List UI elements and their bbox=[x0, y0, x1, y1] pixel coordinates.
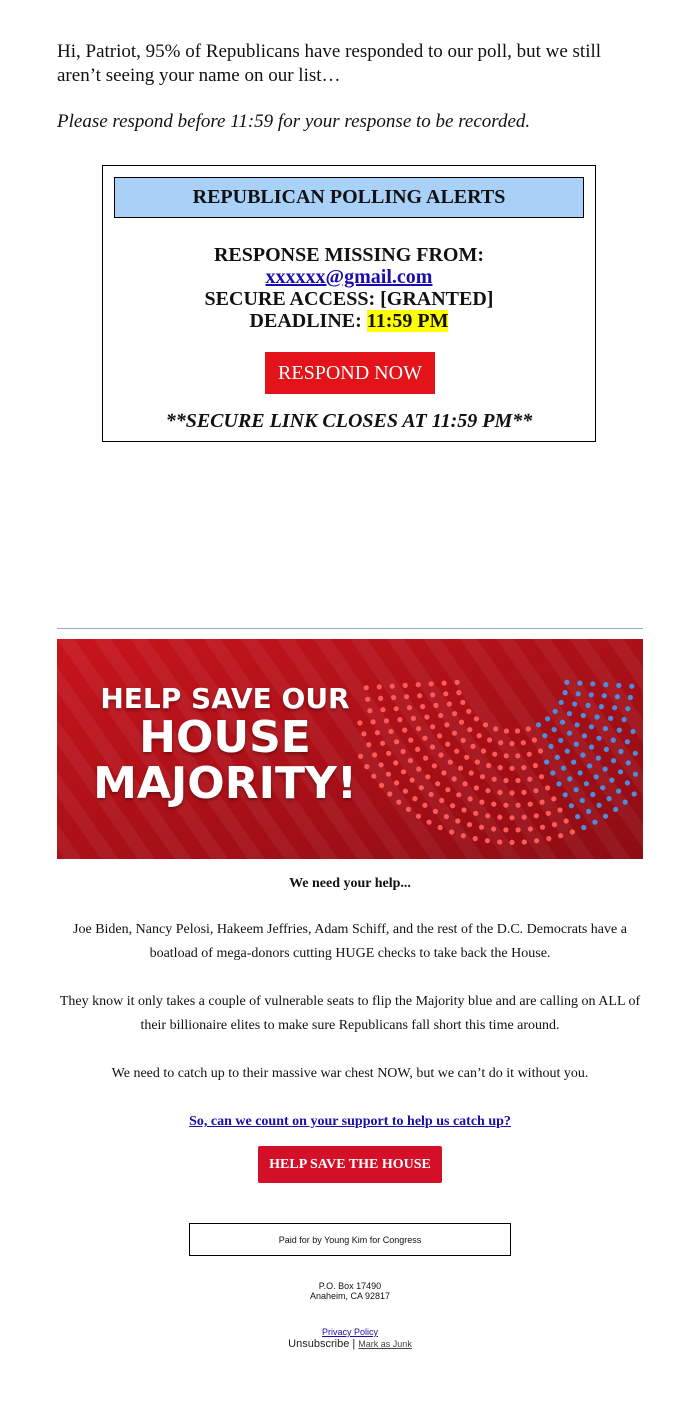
seat-dot bbox=[522, 839, 527, 844]
seat-dot bbox=[597, 803, 602, 808]
seat-dot bbox=[546, 811, 551, 816]
seat-dot bbox=[565, 749, 570, 754]
seat-dot bbox=[432, 763, 437, 768]
seat-dot bbox=[521, 765, 526, 770]
seat-dot bbox=[401, 749, 406, 754]
seat-dot bbox=[575, 814, 580, 819]
alert-header: REPUBLICAN POLLING ALERTS bbox=[114, 177, 584, 218]
intro-line-1: Hi, Patriot, 95% of Republicans have responded to our poll, but we still aren’t seeing your name on our list… bbox=[57, 41, 602, 86]
seat-dot bbox=[615, 694, 620, 699]
seat-dot bbox=[563, 690, 568, 695]
seat-dot bbox=[633, 772, 638, 777]
seat-dot bbox=[479, 800, 484, 805]
seat-dot bbox=[622, 717, 627, 722]
seat-dot bbox=[589, 744, 594, 749]
seat-dot bbox=[379, 762, 384, 767]
seat-dot bbox=[584, 781, 589, 786]
seat-dot bbox=[589, 692, 594, 697]
seat-dot bbox=[623, 800, 628, 805]
support-link[interactable]: So, can we count on your support to help us catch up? bbox=[189, 1114, 511, 1129]
seat-dot bbox=[427, 820, 432, 825]
paragraph-3-text: We need to catch up to their massive war chest NOW, but we can’t do it without you. bbox=[111, 1066, 589, 1081]
seat-dot bbox=[633, 751, 638, 756]
seat-dot bbox=[380, 707, 385, 712]
paragraph-2-text: They know it only takes a couple of vulnerable seats to flip the Majority blue and are calling on ALL of their billionaire elites to make sure Republicans fall short this time around. bbox=[59, 994, 641, 1033]
missing-label: RESPONSE MISSING FROM: bbox=[213, 244, 485, 266]
seat-dot bbox=[425, 774, 430, 779]
seat-dot bbox=[608, 716, 613, 721]
seat-dot bbox=[416, 814, 421, 819]
seat-dot bbox=[582, 733, 587, 738]
seat-dot bbox=[569, 803, 574, 808]
seat-dot bbox=[491, 802, 496, 807]
seat-dot bbox=[587, 763, 592, 768]
seat-dot bbox=[439, 798, 444, 803]
paragraph-2 bbox=[57, 990, 643, 1038]
seat-dot bbox=[504, 753, 509, 758]
seat-dot bbox=[423, 756, 428, 761]
seat-dot bbox=[497, 839, 502, 844]
seat-dot bbox=[435, 781, 440, 786]
seat-dot bbox=[497, 790, 502, 795]
unsubscribe-link[interactable]: Unsubscribe bbox=[288, 1338, 350, 1350]
seat-dot bbox=[375, 730, 380, 735]
seat-dot bbox=[411, 716, 416, 721]
seat-dot bbox=[408, 758, 413, 763]
banner-line-3: MAJORITY! bbox=[93, 758, 357, 809]
seat-dot bbox=[602, 693, 607, 698]
seat-dot bbox=[509, 741, 514, 746]
seat-dot bbox=[377, 684, 382, 689]
seat-dot bbox=[563, 792, 568, 797]
seat-dot bbox=[473, 836, 478, 841]
seat-dot bbox=[420, 704, 425, 709]
seat-dot bbox=[612, 705, 617, 710]
seat-dot bbox=[515, 778, 520, 783]
seat-dot bbox=[548, 744, 553, 749]
seat-dot bbox=[447, 701, 452, 706]
seat-dot bbox=[628, 695, 633, 700]
seat-dot bbox=[391, 695, 396, 700]
seat-dot bbox=[539, 774, 544, 779]
seat-dot bbox=[503, 778, 508, 783]
seat-dot bbox=[429, 792, 434, 797]
seat-dot bbox=[574, 742, 579, 747]
seat-dot bbox=[444, 814, 449, 819]
seat-dot bbox=[469, 770, 474, 775]
seat-dot bbox=[595, 714, 600, 719]
seat-dot bbox=[403, 683, 408, 688]
seat-dot bbox=[534, 838, 539, 843]
seat-dot bbox=[445, 742, 450, 747]
secure-link-note: **SECURE LINK CLOSES AT 11:59 PM** bbox=[165, 410, 533, 432]
seat-dot bbox=[378, 696, 383, 701]
seat-dot bbox=[557, 807, 562, 812]
seat-dot bbox=[412, 796, 417, 801]
seat-dot bbox=[509, 815, 514, 820]
seat-dot bbox=[558, 738, 563, 743]
seat-dot bbox=[459, 720, 464, 725]
seat-dot bbox=[401, 769, 406, 774]
seat-dot bbox=[533, 763, 538, 768]
seat-dot bbox=[609, 778, 614, 783]
intro-text bbox=[57, 40, 647, 134]
seat-dot bbox=[561, 766, 566, 771]
seat-dot bbox=[480, 774, 485, 779]
seat-dot bbox=[486, 763, 491, 768]
seat-dot bbox=[603, 726, 608, 731]
seat-dot bbox=[600, 785, 605, 790]
footer-links bbox=[0, 1326, 700, 1350]
paragraph-1 bbox=[57, 918, 643, 966]
seat-dot bbox=[433, 809, 438, 814]
seat-dot bbox=[390, 684, 395, 689]
seat-dot bbox=[503, 827, 508, 832]
seat-dot bbox=[516, 827, 521, 832]
seat-dot bbox=[379, 783, 384, 788]
seat-dot bbox=[567, 711, 572, 716]
seat-dot bbox=[443, 691, 448, 696]
help-save-house-button[interactable]: HELP SAVE THE HOUSE bbox=[258, 1146, 442, 1183]
seat-dot bbox=[416, 682, 421, 687]
address-line-1: P.O. Box 17490 bbox=[318, 1281, 382, 1291]
seat-dot bbox=[534, 813, 539, 818]
divider bbox=[57, 628, 643, 629]
seat-dot bbox=[521, 740, 526, 745]
seat-dot bbox=[586, 809, 591, 814]
seat-dot bbox=[559, 700, 564, 705]
lead-text bbox=[57, 872, 643, 896]
seat-dot bbox=[402, 728, 407, 733]
seat-dot bbox=[625, 739, 630, 744]
mailing-address bbox=[0, 1281, 700, 1301]
seat-dot bbox=[422, 736, 427, 741]
seat-dot bbox=[455, 818, 460, 823]
seat-dot bbox=[528, 802, 533, 807]
seat-dot bbox=[542, 733, 547, 738]
seat-dot bbox=[528, 826, 533, 831]
paid-for-box: Paid for by Young Kim for Congress bbox=[189, 1223, 511, 1256]
seat-dot bbox=[527, 777, 532, 782]
seat-dot bbox=[578, 770, 583, 775]
seat-dot bbox=[387, 791, 392, 796]
polling-alert-box bbox=[102, 165, 596, 442]
seat-dot bbox=[397, 717, 402, 722]
seat-dot bbox=[544, 759, 549, 764]
seat-dot bbox=[498, 765, 503, 770]
seat-dot bbox=[433, 703, 438, 708]
seat-dot bbox=[603, 682, 608, 687]
secure-access-text: SECURE ACCESS: [GRANTED] bbox=[204, 288, 494, 310]
seat-dot bbox=[455, 680, 460, 685]
seat-dot bbox=[437, 733, 442, 738]
seat-dot bbox=[464, 755, 469, 760]
paragraph-3 bbox=[57, 1062, 643, 1086]
seat-dot bbox=[611, 738, 616, 743]
seat-dot bbox=[393, 760, 398, 765]
seat-dot bbox=[611, 758, 616, 763]
deadline-line bbox=[103, 310, 595, 332]
paragraph-1-text: Joe Biden, Nancy Pelosi, Hakeem Jeffries, Adam Schiff, and the rest of the D.C. Democrats have a boatload of mega-donors cutting HUGE checks to take back the House. bbox=[73, 922, 627, 961]
seat-dot bbox=[450, 803, 455, 808]
seat-dot bbox=[618, 769, 623, 774]
seat-dot bbox=[580, 798, 585, 803]
seat-dot bbox=[625, 706, 630, 711]
seat-dot bbox=[522, 815, 527, 820]
support-link-row bbox=[57, 1110, 643, 1134]
seat-dot bbox=[410, 778, 415, 783]
seat-dot bbox=[452, 711, 457, 716]
seat-dot bbox=[509, 766, 514, 771]
seat-dot bbox=[574, 787, 579, 792]
footer-separator: | bbox=[349, 1338, 359, 1350]
seat-dot bbox=[441, 770, 446, 775]
seat-dot bbox=[577, 681, 582, 686]
seat-dot bbox=[616, 789, 621, 794]
seat-dot bbox=[448, 760, 453, 765]
seat-dot bbox=[466, 709, 471, 714]
seat-dot bbox=[407, 705, 412, 710]
seat-dot bbox=[599, 704, 604, 709]
seat-dot bbox=[477, 733, 482, 738]
seat-dot bbox=[533, 788, 538, 793]
lead-line: We need your help... bbox=[289, 876, 411, 891]
seat-dot bbox=[618, 749, 623, 754]
seat-dot bbox=[590, 681, 595, 686]
seat-dot bbox=[589, 724, 594, 729]
seat-dot bbox=[552, 727, 557, 732]
seat-dot bbox=[540, 800, 545, 805]
seat-dot bbox=[424, 714, 429, 719]
seat-dot bbox=[483, 722, 488, 727]
seat-dot bbox=[468, 796, 473, 801]
mark-as-junk-link[interactable]: Mark as Junk bbox=[358, 1339, 412, 1349]
seat-dot bbox=[404, 694, 409, 699]
seat-dot bbox=[555, 755, 560, 760]
seat-dot bbox=[532, 737, 537, 742]
respond-now-button[interactable]: RESPOND NOW bbox=[265, 352, 435, 394]
seat-dot bbox=[394, 706, 399, 711]
seat-dot bbox=[474, 716, 479, 721]
seat-dot bbox=[445, 787, 450, 792]
house-majority-banner[interactable] bbox=[57, 639, 643, 859]
seat-dot bbox=[515, 753, 520, 758]
address-line-2: Anaheim, CA 92817 bbox=[309, 1291, 391, 1301]
seat-dot bbox=[438, 752, 443, 757]
seat-dot bbox=[550, 770, 555, 775]
seat-dot bbox=[504, 728, 509, 733]
seat-dot bbox=[509, 790, 514, 795]
seat-dot bbox=[545, 716, 550, 721]
seat-dot bbox=[536, 722, 541, 727]
seat-dot bbox=[616, 683, 621, 688]
seat-dot bbox=[567, 776, 572, 781]
seat-dot bbox=[430, 744, 435, 749]
seat-dot bbox=[521, 790, 526, 795]
seat-dot bbox=[545, 785, 550, 790]
seat-dot bbox=[470, 744, 475, 749]
banner-line-1: HELP SAVE OUR bbox=[100, 682, 350, 715]
seat-dot bbox=[553, 709, 558, 714]
seat-dot bbox=[509, 840, 514, 845]
seat-dot bbox=[551, 796, 556, 801]
seat-dot bbox=[564, 818, 569, 823]
seat-dot bbox=[485, 813, 490, 818]
seat-dot bbox=[607, 796, 612, 801]
seat-dot bbox=[546, 836, 551, 841]
seat-dot bbox=[473, 811, 478, 816]
seat-dot bbox=[462, 781, 467, 786]
seat-dot bbox=[403, 789, 408, 794]
seat-dot bbox=[485, 838, 490, 843]
seat-dot bbox=[556, 781, 561, 786]
seat-dot bbox=[581, 825, 586, 830]
seat-dot bbox=[564, 680, 569, 685]
seat-dot bbox=[394, 739, 399, 744]
deadline-time: 11:59 PM bbox=[366, 310, 449, 332]
seat-dot bbox=[416, 767, 421, 772]
seat-dot bbox=[438, 825, 443, 830]
seat-dot bbox=[596, 756, 601, 761]
seat-dot bbox=[576, 691, 581, 696]
seat-dot bbox=[604, 747, 609, 752]
seat-dot bbox=[454, 749, 459, 754]
seat-dot bbox=[456, 690, 461, 695]
seat-dot bbox=[487, 737, 492, 742]
seat-dot bbox=[590, 792, 595, 797]
privacy-policy-link[interactable]: Privacy Policy bbox=[321, 1327, 378, 1337]
intro-line-2: Please respond before 11:59 for your response to be recorded. bbox=[57, 111, 531, 132]
seat-dot bbox=[538, 748, 543, 753]
banner-line-2: HOUSE bbox=[139, 712, 311, 763]
seat-dot bbox=[388, 729, 393, 734]
seat-dot bbox=[461, 807, 466, 812]
seat-dot bbox=[384, 718, 389, 723]
seat-dot bbox=[460, 700, 465, 705]
seat-dot bbox=[552, 822, 557, 827]
seat-dot bbox=[540, 825, 545, 830]
seat-dot bbox=[558, 833, 563, 838]
seat-dot bbox=[430, 692, 435, 697]
seat-dot bbox=[570, 829, 575, 834]
seat-dot bbox=[592, 820, 597, 825]
seat-dot bbox=[630, 729, 635, 734]
seat-dot bbox=[491, 826, 496, 831]
seat-dot bbox=[503, 803, 508, 808]
seat-dot bbox=[572, 701, 577, 706]
seat-dot bbox=[430, 724, 435, 729]
seat-dot bbox=[626, 760, 631, 765]
alert-body bbox=[103, 244, 595, 332]
seat-dot bbox=[613, 807, 618, 812]
seat-dot bbox=[415, 747, 420, 752]
seat-dot bbox=[442, 681, 447, 686]
seat-dot bbox=[515, 728, 520, 733]
seat-dot bbox=[452, 731, 457, 736]
seat-dot bbox=[625, 780, 630, 785]
seat-dot bbox=[474, 785, 479, 790]
seat-dot bbox=[461, 833, 466, 838]
seat-dot bbox=[527, 752, 532, 757]
seat-dot bbox=[475, 759, 480, 764]
seat-dot bbox=[449, 829, 454, 834]
seat-dot bbox=[575, 722, 580, 727]
seat-dot bbox=[479, 825, 484, 830]
seat-dot bbox=[444, 722, 449, 727]
seat-dot bbox=[571, 760, 576, 765]
seat-dot bbox=[560, 720, 565, 725]
seat-dot bbox=[492, 752, 497, 757]
seat-dot bbox=[461, 738, 466, 743]
seat-dot bbox=[586, 703, 591, 708]
seat-dot bbox=[467, 822, 472, 827]
seat-dot bbox=[380, 741, 385, 746]
seat-dot bbox=[458, 766, 463, 771]
seat-dot bbox=[386, 772, 391, 777]
seat-dot bbox=[596, 736, 601, 741]
seat-dot bbox=[419, 785, 424, 790]
seat-dot bbox=[497, 815, 502, 820]
seat-dot bbox=[567, 731, 572, 736]
seat-dot bbox=[416, 726, 421, 731]
seat-dot bbox=[438, 713, 443, 718]
seat-dot bbox=[526, 726, 531, 731]
seat-dot bbox=[456, 792, 461, 797]
seat-dot bbox=[516, 803, 521, 808]
seat-dot bbox=[485, 788, 490, 793]
seat-dot bbox=[493, 726, 498, 731]
seat-dot bbox=[452, 776, 457, 781]
banner-headline bbox=[75, 683, 375, 807]
seat-dot bbox=[492, 777, 497, 782]
seat-dot bbox=[581, 713, 586, 718]
seat-dot bbox=[417, 693, 422, 698]
seat-dot bbox=[498, 740, 503, 745]
seat-dot bbox=[429, 681, 434, 686]
seat-dot bbox=[617, 728, 622, 733]
seat-dot bbox=[396, 800, 401, 805]
seat-dot bbox=[406, 807, 411, 812]
seat-dot bbox=[594, 774, 599, 779]
seat-dot bbox=[408, 738, 413, 743]
seat-dot bbox=[422, 803, 427, 808]
seat-dot bbox=[467, 727, 472, 732]
seat-dot bbox=[394, 780, 399, 785]
email-link[interactable]: xxxxxx@gmail.com bbox=[265, 266, 433, 288]
seat-dot bbox=[580, 752, 585, 757]
seat-dot bbox=[386, 751, 391, 756]
seat-dot bbox=[629, 684, 634, 689]
deadline-label: DEADLINE: bbox=[249, 310, 367, 332]
seat-dot bbox=[603, 767, 608, 772]
seat-dot bbox=[632, 791, 637, 796]
seat-dot bbox=[603, 814, 608, 819]
seat-dot bbox=[481, 748, 486, 753]
